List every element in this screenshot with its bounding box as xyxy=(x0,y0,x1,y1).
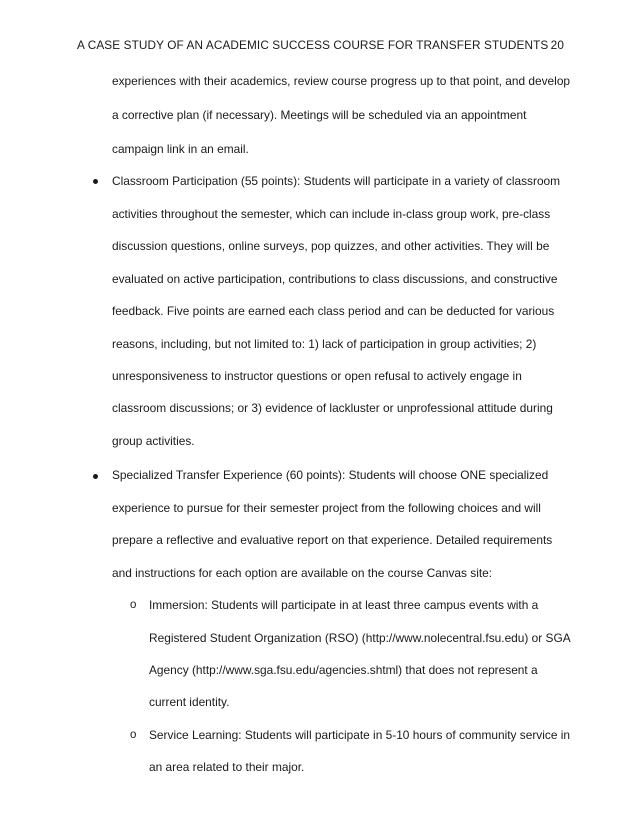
text-line: evaluated on active participation, contributions to class discussions, and constructive xyxy=(112,272,558,286)
sub-bullet-marker: o xyxy=(130,599,137,611)
text-line: classroom discussions; or 3) evidence of lackluster or unprofessional attitude during xyxy=(112,401,553,415)
text-line: activities throughout the semester, which can include in-class group work, pre-class xyxy=(112,207,551,221)
text-line: Agency (http://www.sga.fsu.edu/agencies.shtml) that does not represent a xyxy=(149,663,538,677)
text-line: Immersion: Students will participate in at least three campus events with a xyxy=(149,598,539,612)
text-line: prepare a reflective and evaluative report on that experience. Detailed requirements xyxy=(112,533,553,547)
text-line: Classroom Participation (55 points): Students will participate in a variety of classroom xyxy=(112,174,561,188)
text-line: and instructions for each option are available on the course Canvas site: xyxy=(112,566,493,580)
text-line: group activities. xyxy=(112,434,195,448)
text-line: Registered Student Organization (RSO) (http://www.nolecentral.fsu.edu) or SGA xyxy=(149,631,571,645)
text-line: feedback. Five points are earned each class period and can be deducted for various xyxy=(112,304,555,318)
bullet-icon xyxy=(93,474,98,479)
text-line: reasons, including, but not limited to: 1) lack of participation in group activities; 2) xyxy=(112,337,537,351)
running-header xyxy=(77,38,564,54)
text-line: current identity. xyxy=(149,695,230,709)
text-line: unresponsiveness to instructor questions or open refusal to actively engage in xyxy=(112,369,522,383)
text-line: experiences with their academics, review course progress up to that point, and develop xyxy=(112,74,571,88)
text-line: an area related to their major. xyxy=(149,760,305,774)
sub-bullet-marker: o xyxy=(130,729,137,741)
text-line: Specialized Transfer Experience (60 points): Students will choose ONE specialized xyxy=(112,468,549,482)
text-line: Service Learning: Students will participate in 5-10 hours of community service in xyxy=(149,728,570,742)
bullet-icon xyxy=(93,179,98,184)
text-line: experience to pursue for their semester project from the following choices and will xyxy=(112,501,541,515)
text-line: campaign link in an email. xyxy=(112,142,249,156)
text-line: discussion questions, online surveys, pop quizzes, and other activities. They will be xyxy=(112,239,550,253)
text-line: a corrective plan (if necessary). Meetings will be scheduled via an appointment xyxy=(112,108,527,122)
header-title: A CASE STUDY OF AN ACADEMIC SUCCESS COURSE FOR TRANSFER STUDENTS xyxy=(77,38,549,52)
page-number: 20 xyxy=(550,38,564,52)
